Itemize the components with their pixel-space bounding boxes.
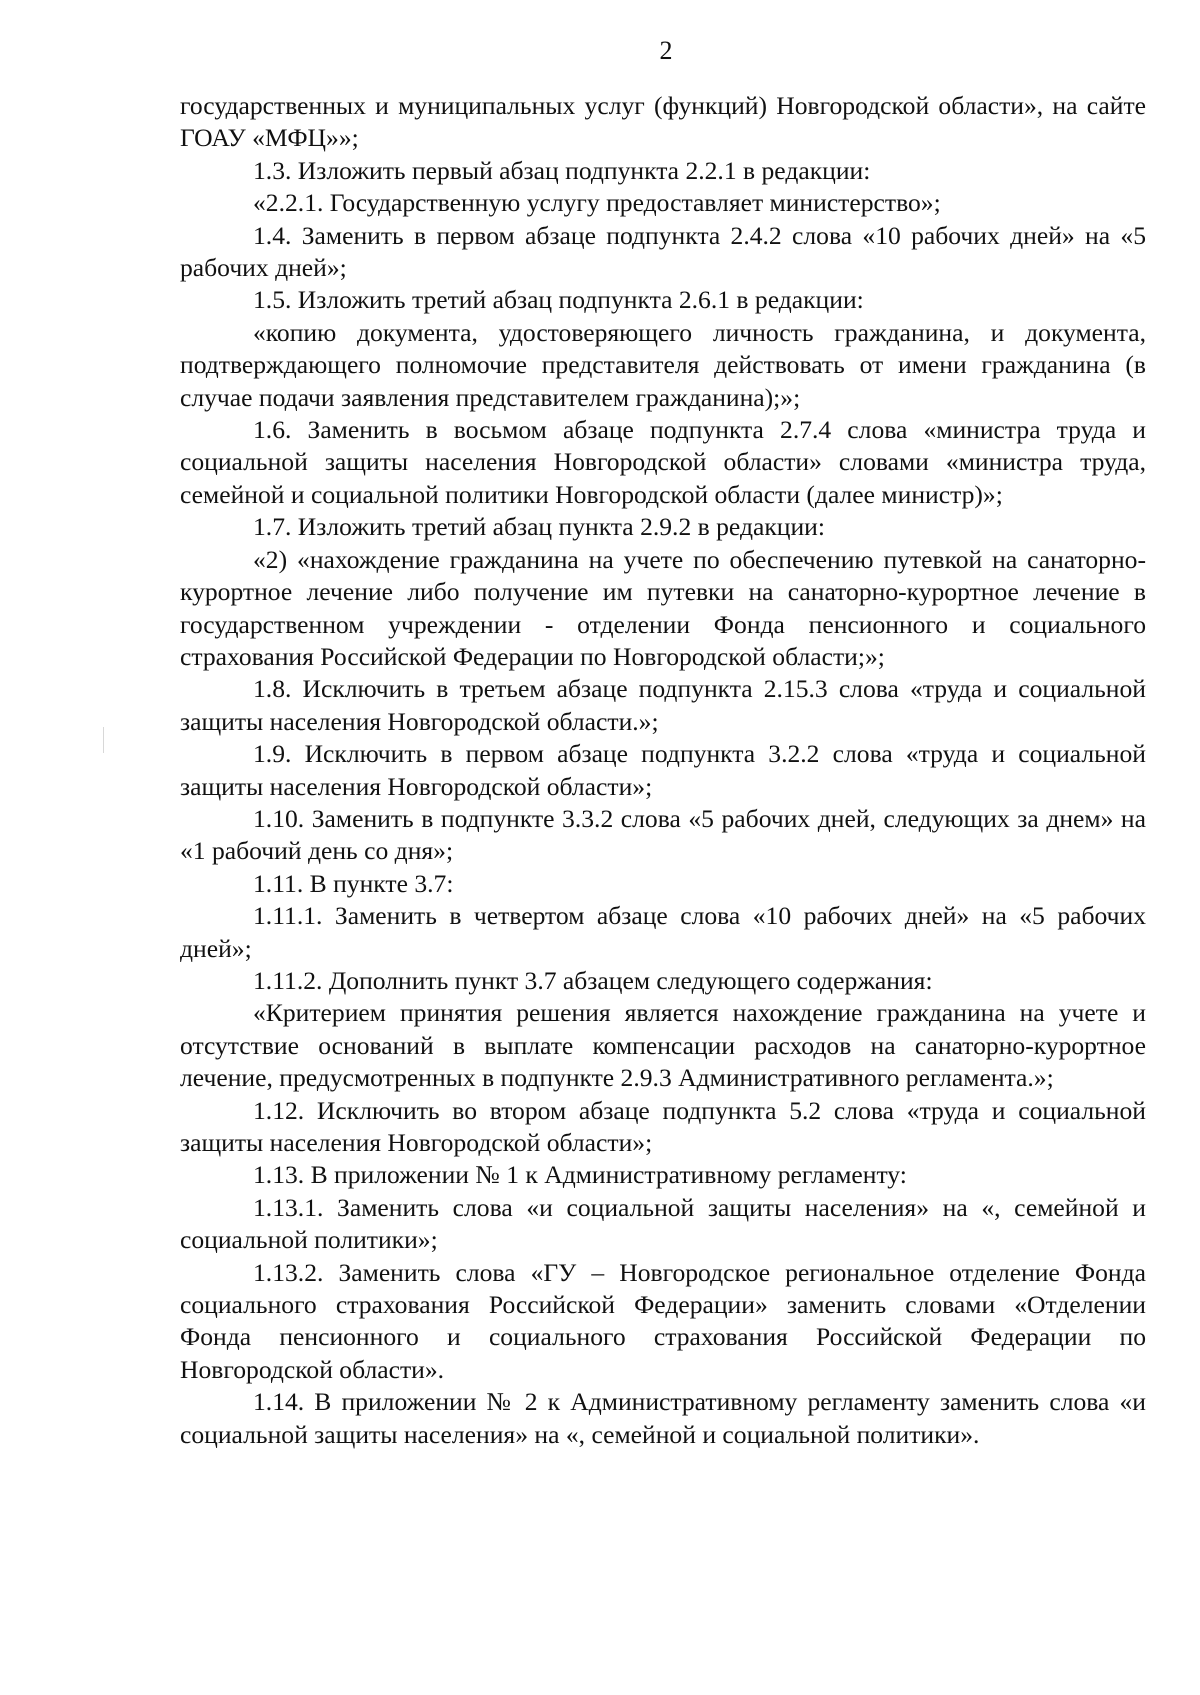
paragraph-1-13-2: 1.13.2. Заменить слова «ГУ – Новгородское региональное отделение Фонда социального страхования Российской Федерации» заменить словами «Отделении Фонда пенсионного и социального страхования Российской Федерации по Новгородской области».: [180, 1257, 1146, 1384]
paragraph-continuation: государственных и муниципальных услуг (функций) Новгородской области», на сайте ГОАУ «МФЦ»»;: [180, 91, 1146, 153]
paragraph-1-9: 1.9. Исключить в первом абзаце подпункта 3.2.2 слова «труда и социальной защиты населения Новгородской области»;: [180, 739, 1146, 801]
paragraph-1-6: 1.6. Заменить в восьмом абзаце подпункта 2.7.4 слова «министра труда и социальной защиты населения Новгородской области» словами «министра труда, семейной и социальной политики Новгородской области (далее министр)»;: [180, 415, 1146, 509]
paragraph-1-3: 1.3. Изложить первый абзац подпункта 2.2.1 в редакции:: [253, 155, 871, 185]
paragraph-1-8: 1.8. Исключить в третьем абзаце подпункта 2.15.3 слова «труда и социальной защиты населения Новгородской области.»;: [180, 674, 1146, 736]
paragraph-1-4: 1.4. Заменить в первом абзаце подпункта 2.4.2 слова «10 рабочих дней» на «5 рабочих дней»;: [180, 220, 1146, 283]
paragraph-1-12: 1.12. Исключить во втором абзаце подпункта 5.2 слова «труда и социальной защиты населения Новгородской области»;: [180, 1095, 1146, 1157]
paragraph-1-11-1: 1.11.1. Заменить в четвертом абзаце слова «10 рабочих дней» на «5 рабочих дней»;: [180, 901, 1146, 963]
paragraph-quote-copy-document: «копию документа, удостоверяющего личность гражданина, и документа, подтверждающего полномочие представителя действовать от имени гражданина (в случае подачи заявления представителем гражданина);»;: [180, 317, 1146, 412]
paragraph-1-13: 1.13. В приложении № 1 к Административному регламенту:: [253, 1160, 907, 1190]
paragraph-1-11-2: 1.11.2. Дополнить пункт 3.7 абзацем следующего содержания:: [253, 965, 933, 995]
paragraph-1-7: 1.7. Изложить третий абзац пункта 2.9.2 в редакции:: [253, 512, 825, 542]
page-number: 2: [659, 36, 673, 65]
paragraph-1-5: 1.5. Изложить третий абзац подпункта 2.6.1 в редакции:: [253, 285, 864, 315]
paragraph-1-11: 1.11. В пункте 3.7:: [253, 868, 454, 898]
paragraph-quote-2: «2) «нахождение гражданина на учете по обеспечению путевкой на санаторно-курортное лечение либо получение им путевки на санаторно-курортное лечение в государственном учреждении - отделении Фонда пенсионного и социального страхования Российской Федерации по Новгородской области;»;: [180, 544, 1146, 671]
document-body: [180, 90, 1146, 1451]
paragraph-quote-2-2-1: «2.2.1. Государственную услугу предоставляет министерство»;: [253, 188, 941, 218]
paragraph-1-13-1: 1.13.1. Заменить слова «и социальной защиты населения» на «, семейной и социальной политики»;: [180, 1192, 1146, 1255]
scan-artifact: [103, 727, 104, 753]
paragraph-1-14: 1.14. В приложении № 2 к Административному регламенту заменить слова «и социальной защиты населения» на «, семейной и социальной политики».: [180, 1387, 1146, 1449]
paragraph-1-10: 1.10. Заменить в подпункте 3.3.2 слова «5 рабочих дней, следующих за днем» на «1 рабочий день со дня»;: [180, 803, 1146, 866]
paragraph-quote-criterion: «Критерием принятия решения является нахождение гражданина на учете и отсутствие оснований в выплате компенсации расходов на санаторно-курортное лечение, предусмотренных в подпункте 2.9.3 Административного регламента.»;: [180, 998, 1146, 1093]
